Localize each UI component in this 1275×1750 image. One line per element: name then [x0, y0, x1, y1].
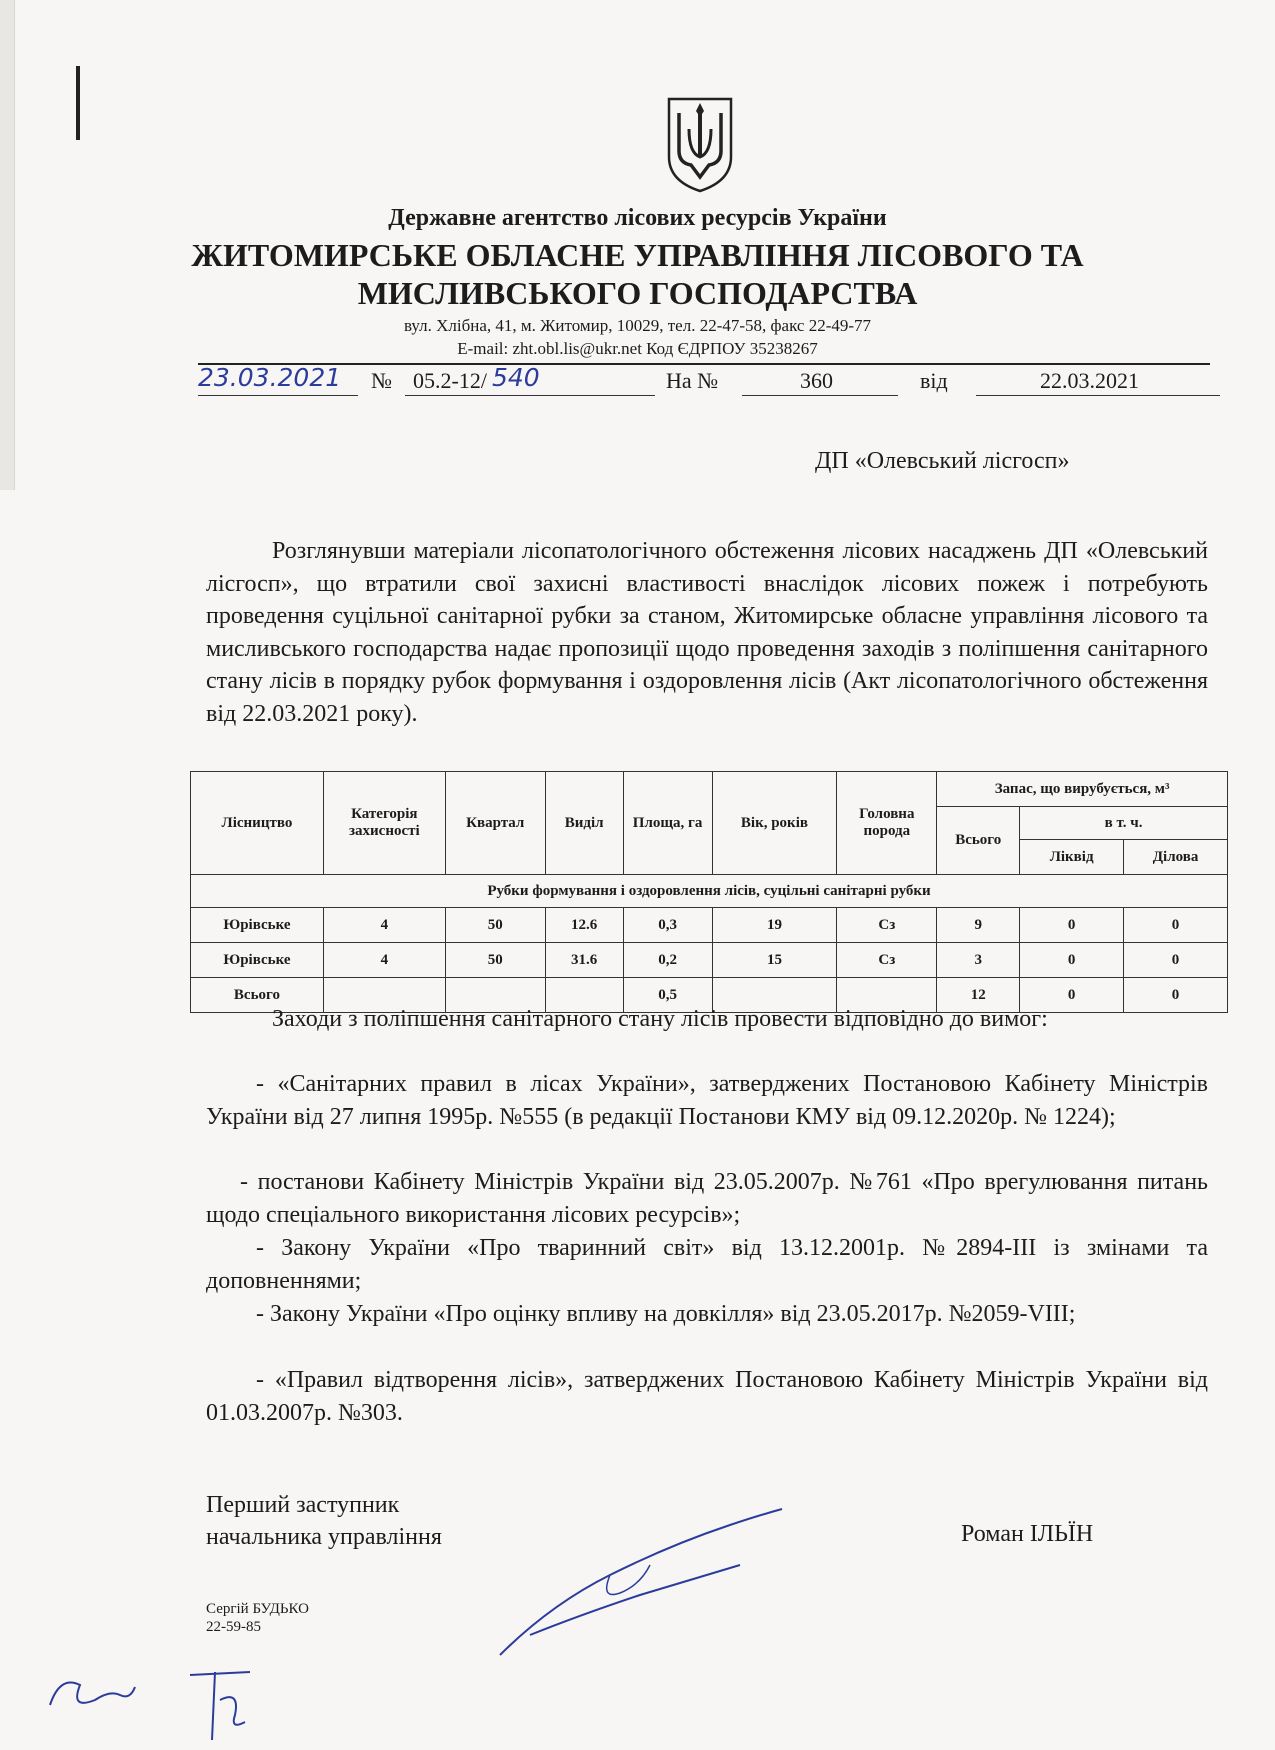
signature-icon	[490, 1505, 790, 1665]
cell-forestry: Юрівське	[191, 943, 324, 978]
cell-area: 0,5	[623, 978, 712, 1013]
cell-business: 0	[1124, 908, 1228, 943]
th-plot: Виділ	[545, 772, 623, 875]
cell-age: 15	[712, 943, 837, 978]
measure-text: - постанови Кабінету Міністрів України від 23.05.2007р. №761 «Про врегулювання питань щодо спеціального використання лісових ресурсів»;	[206, 1169, 1208, 1228]
th-quarter: Квартал	[445, 772, 545, 875]
cuttings-table	[190, 771, 1228, 1013]
cell-species: Сз	[837, 943, 937, 978]
table-row	[191, 943, 1228, 978]
position-line-2: начальника управління	[206, 1524, 442, 1550]
th-age: Вік, років	[712, 772, 837, 875]
cell-total: 3	[937, 943, 1020, 978]
th-including: в т. ч.	[1020, 807, 1228, 840]
th-species: Головна порода	[837, 772, 937, 875]
executor-name: Сергій БУДЬКО	[206, 1601, 309, 1617]
cell-plot: 31.6	[545, 943, 623, 978]
measure-text: - Закону України «Про оцінку впливу на довкілля» від 23.05.2017р. №2059-VIII;	[256, 1301, 1076, 1327]
address: вул. Хлібна, 41, м. Житомир, 10029, тел. 22-47-58, факс 22-49-77	[403, 316, 872, 335]
cell-plot: 12.6	[545, 908, 623, 943]
cell-area: 0,2	[623, 943, 712, 978]
cell-forestry: Юрівське	[191, 908, 324, 943]
measure-text: - Закону України «Про тваринний світ» від 13.12.2001р. №2894-ІІІ із змінами та доповненнями;	[206, 1235, 1208, 1294]
measures-intro-text: Заходи з поліпшення санітарного стану лісів провести відповідно до вимог:	[272, 1006, 1048, 1032]
cell-liquid: 0	[1020, 943, 1124, 978]
table-row	[191, 908, 1228, 943]
cell-liquid: 0	[1020, 978, 1124, 1013]
cell-age: 19	[712, 908, 837, 943]
cell-quarter: 50	[445, 908, 545, 943]
email-line: E-mail: zht.obl.lis@ukr.net Код ЄДРПОУ 35238267	[457, 339, 818, 358]
reply-label: На №	[666, 368, 719, 393]
th-stock: Запас, що вирубується, м³	[937, 772, 1228, 807]
th-forestry: Лісництво	[191, 772, 324, 875]
cell-total-label: Всього	[191, 978, 324, 1013]
outgoing-date: 23.03.2021	[198, 363, 342, 392]
cell-business: 0	[1124, 978, 1228, 1013]
admin-name-line-1: ЖИТОМИРСЬКЕ ОБЛАСНЕ УПРАВЛІННЯ ЛІСОВОГО ТА	[191, 237, 1084, 273]
number-label: №	[371, 368, 392, 393]
admin-name	[0, 236, 1275, 312]
cell-business: 0	[1124, 943, 1228, 978]
outgoing-number-prefix: 05.2-12/	[413, 368, 487, 393]
measure-item	[206, 1232, 1208, 1297]
date-underline	[198, 395, 358, 396]
from-label: від	[920, 368, 948, 393]
measure-item	[206, 1298, 1208, 1331]
initials-icon	[180, 1660, 260, 1750]
th-business: Ділова	[1124, 840, 1228, 875]
reply-date-underline	[976, 395, 1220, 396]
reply-date: 22.03.2021	[1040, 368, 1139, 393]
cell-total: 9	[937, 908, 1020, 943]
th-area: Площа, га	[623, 772, 712, 875]
number-underline	[405, 395, 655, 396]
executor-info	[206, 1600, 309, 1636]
cell-category: 4	[323, 943, 445, 978]
intro-paragraph	[206, 535, 1208, 730]
cell-liquid: 0	[1020, 908, 1124, 943]
reply-number-underline	[742, 395, 898, 396]
signatory-name: Роман ІЛЬЇН	[961, 1521, 1094, 1547]
signatory-position	[206, 1489, 442, 1553]
admin-name-line-2: МИСЛИВСЬКОГО ГОСПОДАРСТВА	[357, 275, 918, 311]
cell-area: 0,3	[623, 908, 712, 943]
scan-mark	[76, 66, 80, 140]
th-category: Категорія захисності	[323, 772, 445, 875]
table-section-title: Рубки формування і оздоровлення лісів, суцільні санітарні рубки	[191, 875, 1228, 908]
measure-item	[206, 1068, 1208, 1133]
cell-total: 12	[937, 978, 1020, 1013]
addressee: ДП «Олевський лісгосп»	[815, 448, 1070, 474]
header-rule	[198, 363, 1210, 365]
initials-icon	[40, 1665, 140, 1725]
measures-intro	[206, 1003, 1208, 1036]
th-total: Всього	[937, 807, 1020, 875]
intro-text: Розглянувши матеріали лісопатологічного обстеження лісових насаджень ДП «Олевський лісгосп», що втратили свої захисні властивості внаслідок лісових пожеж і потребують проведення суцільної санітарної рубки за станом, Житомирське обласне управління лісового та мисливського господарства надає пропозиції щодо проведення заходів з поліпшення санітарного стану лісів в порядку рубок формування і оздоровлення лісів (Акт лісопатологічного обстеження від 22.03.2021 року).	[206, 538, 1208, 727]
coat-of-arms-icon	[665, 95, 735, 193]
outgoing-number-handwritten: 540	[492, 363, 540, 392]
executor-phone: 22-59-85	[206, 1619, 261, 1635]
measure-item	[206, 1364, 1208, 1429]
th-liquid: Ліквід	[1020, 840, 1124, 875]
position-line-1: Перший заступник	[206, 1492, 400, 1518]
measure-text: - «Санітарних правил в лісах України», затверджених Постановою Кабінету Міністрів України від 27 липня 1995р. №555 (в редакції Постанови КМУ від 09.12.2020р. № 1224);	[206, 1071, 1208, 1130]
measure-text: - «Правил відтворення лісів», затверджених Постановою Кабінету Міністрів України від 01.03.2007р. №303.	[206, 1367, 1208, 1426]
cell-species: Сз	[837, 908, 937, 943]
agency-name: Державне агентство лісових ресурсів України	[388, 205, 887, 231]
reply-number: 360	[800, 368, 833, 393]
measure-item	[206, 1166, 1208, 1231]
cell-category: 4	[323, 908, 445, 943]
cell-quarter: 50	[445, 943, 545, 978]
